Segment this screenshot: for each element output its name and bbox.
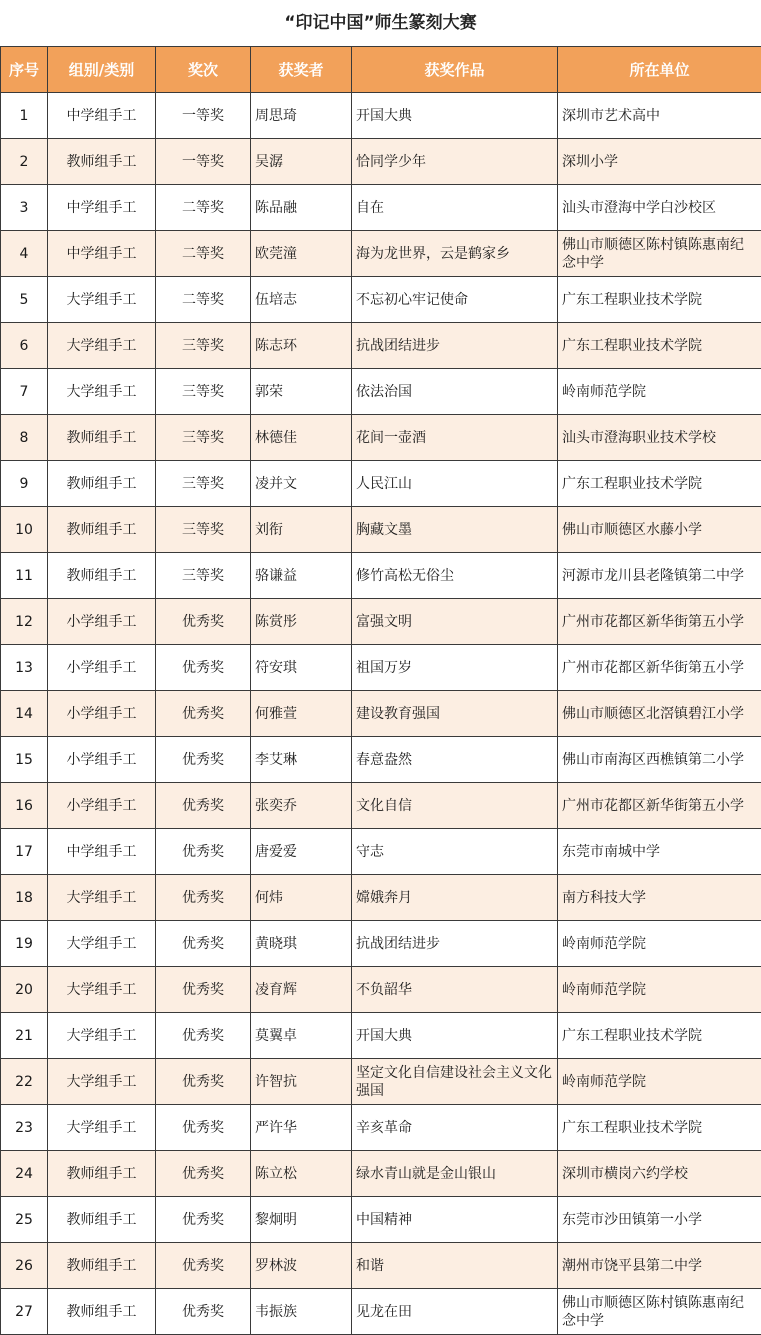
cell-winner: 何炜 xyxy=(251,875,352,921)
header-award-level: 奖次 xyxy=(156,47,251,93)
cell-serial-number: 2 xyxy=(1,139,48,185)
cell-affiliation: 东莞市南城中学 xyxy=(558,829,761,875)
cell-affiliation: 佛山市南海区西樵镇第二小学 xyxy=(558,737,761,783)
table-row xyxy=(1,461,761,507)
cell-group-category: 教师组手工 xyxy=(48,1243,156,1289)
cell-affiliation: 汕头市澄海职业技术学校 xyxy=(558,415,761,461)
cell-affiliation: 广东工程职业技术学院 xyxy=(558,1105,761,1151)
table-row xyxy=(1,783,761,829)
cell-winning-work: 修竹高松无俗尘 xyxy=(352,553,558,599)
table-row xyxy=(1,1105,761,1151)
cell-serial-number: 9 xyxy=(1,461,48,507)
cell-serial-number: 16 xyxy=(1,783,48,829)
cell-serial-number: 11 xyxy=(1,553,48,599)
table-row xyxy=(1,185,761,231)
cell-serial-number: 19 xyxy=(1,921,48,967)
cell-award-level: 三等奖 xyxy=(156,553,251,599)
table-row xyxy=(1,1151,761,1197)
table-row xyxy=(1,645,761,691)
cell-group-category: 小学组手工 xyxy=(48,691,156,737)
table-row xyxy=(1,415,761,461)
table-row xyxy=(1,507,761,553)
cell-winner: 陈赏彤 xyxy=(251,599,352,645)
cell-winning-work: 祖国万岁 xyxy=(352,645,558,691)
cell-winning-work: 绿水青山就是金山银山 xyxy=(352,1151,558,1197)
cell-group-category: 教师组手工 xyxy=(48,139,156,185)
table-row xyxy=(1,369,761,415)
cell-winning-work: 富强文明 xyxy=(352,599,558,645)
cell-affiliation: 深圳市横岗六约学校 xyxy=(558,1151,761,1197)
cell-serial-number: 26 xyxy=(1,1243,48,1289)
cell-group-category: 小学组手工 xyxy=(48,737,156,783)
cell-affiliation: 岭南师范学院 xyxy=(558,921,761,967)
cell-serial-number: 24 xyxy=(1,1151,48,1197)
cell-group-category: 大学组手工 xyxy=(48,967,156,1013)
table-row xyxy=(1,1243,761,1289)
cell-winner: 陈品融 xyxy=(251,185,352,231)
cell-winner: 莫翼卓 xyxy=(251,1013,352,1059)
cell-affiliation: 潮州市饶平县第二中学 xyxy=(558,1243,761,1289)
cell-winning-work: 和谐 xyxy=(352,1243,558,1289)
cell-affiliation: 佛山市顺德区水藤小学 xyxy=(558,507,761,553)
cell-winning-work: 抗战团结进步 xyxy=(352,323,558,369)
cell-group-category: 中学组手工 xyxy=(48,231,156,277)
cell-winning-work: 嫦娥奔月 xyxy=(352,875,558,921)
cell-group-category: 教师组手工 xyxy=(48,1197,156,1243)
cell-winner: 凌育辉 xyxy=(251,967,352,1013)
cell-serial-number: 3 xyxy=(1,185,48,231)
cell-winner: 唐爱爱 xyxy=(251,829,352,875)
cell-winning-work: 守志 xyxy=(352,829,558,875)
cell-award-level: 优秀奖 xyxy=(156,1013,251,1059)
cell-affiliation: 广州市花都区新华街第五小学 xyxy=(558,783,761,829)
cell-affiliation: 岭南师范学院 xyxy=(558,369,761,415)
cell-winning-work: 开国大典 xyxy=(352,1013,558,1059)
cell-winning-work: 辛亥革命 xyxy=(352,1105,558,1151)
cell-winning-work: 不负韶华 xyxy=(352,967,558,1013)
cell-serial-number: 14 xyxy=(1,691,48,737)
cell-serial-number: 5 xyxy=(1,277,48,323)
cell-group-category: 中学组手工 xyxy=(48,93,156,139)
cell-winner: 林德佳 xyxy=(251,415,352,461)
cell-serial-number: 27 xyxy=(1,1289,48,1335)
cell-winner: 黎炯明 xyxy=(251,1197,352,1243)
table-row xyxy=(1,1013,761,1059)
cell-award-level: 三等奖 xyxy=(156,507,251,553)
cell-award-level: 一等奖 xyxy=(156,93,251,139)
cell-serial-number: 25 xyxy=(1,1197,48,1243)
table-row xyxy=(1,967,761,1013)
cell-winner: 欧莞潼 xyxy=(251,231,352,277)
cell-group-category: 小学组手工 xyxy=(48,599,156,645)
cell-group-category: 大学组手工 xyxy=(48,369,156,415)
cell-serial-number: 17 xyxy=(1,829,48,875)
cell-award-level: 优秀奖 xyxy=(156,1197,251,1243)
cell-affiliation: 河源市龙川县老隆镇第二中学 xyxy=(558,553,761,599)
table-row xyxy=(1,599,761,645)
cell-award-level: 三等奖 xyxy=(156,461,251,507)
cell-winning-work: 依法治国 xyxy=(352,369,558,415)
cell-affiliation: 广东工程职业技术学院 xyxy=(558,277,761,323)
cell-winning-work: 恰同学少年 xyxy=(352,139,558,185)
awards-table xyxy=(0,46,761,1335)
cell-winning-work: 胸藏文墨 xyxy=(352,507,558,553)
cell-affiliation: 广东工程职业技术学院 xyxy=(558,323,761,369)
cell-affiliation: 深圳小学 xyxy=(558,139,761,185)
table-row xyxy=(1,553,761,599)
cell-group-category: 教师组手工 xyxy=(48,415,156,461)
table-row xyxy=(1,875,761,921)
cell-affiliation: 佛山市顺德区北滘镇碧江小学 xyxy=(558,691,761,737)
cell-group-category: 中学组手工 xyxy=(48,829,156,875)
cell-serial-number: 22 xyxy=(1,1059,48,1105)
cell-award-level: 优秀奖 xyxy=(156,921,251,967)
cell-winning-work: 人民江山 xyxy=(352,461,558,507)
cell-serial-number: 20 xyxy=(1,967,48,1013)
cell-group-category: 教师组手工 xyxy=(48,1289,156,1335)
cell-winner: 伍培志 xyxy=(251,277,352,323)
cell-winner: 骆谦益 xyxy=(251,553,352,599)
cell-award-level: 优秀奖 xyxy=(156,1105,251,1151)
cell-serial-number: 13 xyxy=(1,645,48,691)
cell-winner: 吴潺 xyxy=(251,139,352,185)
cell-serial-number: 15 xyxy=(1,737,48,783)
cell-group-category: 大学组手工 xyxy=(48,875,156,921)
cell-winner: 陈志环 xyxy=(251,323,352,369)
header-winner: 获奖者 xyxy=(251,47,352,93)
table-row xyxy=(1,921,761,967)
cell-group-category: 教师组手工 xyxy=(48,1151,156,1197)
cell-award-level: 二等奖 xyxy=(156,231,251,277)
cell-winning-work: 中国精神 xyxy=(352,1197,558,1243)
cell-serial-number: 12 xyxy=(1,599,48,645)
cell-affiliation: 深圳市艺术高中 xyxy=(558,93,761,139)
cell-winner: 何雅萱 xyxy=(251,691,352,737)
table-header-row xyxy=(1,47,761,93)
cell-winner: 罗林波 xyxy=(251,1243,352,1289)
header-winning-work: 获奖作品 xyxy=(352,47,558,93)
cell-group-category: 大学组手工 xyxy=(48,1013,156,1059)
cell-affiliation: 佛山市顺德区陈村镇陈惠南纪念中学 xyxy=(558,1289,761,1335)
cell-winner: 严许华 xyxy=(251,1105,352,1151)
cell-serial-number: 10 xyxy=(1,507,48,553)
cell-winning-work: 坚定文化自信建设社会主义文化强国 xyxy=(352,1059,558,1105)
cell-winner: 周思琦 xyxy=(251,93,352,139)
cell-award-level: 三等奖 xyxy=(156,369,251,415)
cell-winner: 韦振族 xyxy=(251,1289,352,1335)
cell-award-level: 优秀奖 xyxy=(156,967,251,1013)
cell-award-level: 优秀奖 xyxy=(156,1243,251,1289)
cell-serial-number: 21 xyxy=(1,1013,48,1059)
cell-award-level: 二等奖 xyxy=(156,185,251,231)
cell-winning-work: 自在 xyxy=(352,185,558,231)
cell-affiliation: 广州市花都区新华街第五小学 xyxy=(558,645,761,691)
cell-group-category: 大学组手工 xyxy=(48,323,156,369)
cell-winner: 刘衔 xyxy=(251,507,352,553)
table-row xyxy=(1,829,761,875)
cell-serial-number: 6 xyxy=(1,323,48,369)
cell-award-level: 优秀奖 xyxy=(156,645,251,691)
cell-group-category: 教师组手工 xyxy=(48,507,156,553)
cell-winning-work: 海为龙世界，云是鹤家乡 xyxy=(352,231,558,277)
table-row xyxy=(1,737,761,783)
cell-affiliation: 南方科技大学 xyxy=(558,875,761,921)
cell-affiliation: 岭南师范学院 xyxy=(558,967,761,1013)
cell-affiliation: 广东工程职业技术学院 xyxy=(558,461,761,507)
cell-affiliation: 广州市花都区新华街第五小学 xyxy=(558,599,761,645)
cell-winner: 郭荣 xyxy=(251,369,352,415)
cell-winning-work: 建设教育强国 xyxy=(352,691,558,737)
cell-serial-number: 23 xyxy=(1,1105,48,1151)
cell-award-level: 优秀奖 xyxy=(156,1151,251,1197)
cell-award-level: 优秀奖 xyxy=(156,875,251,921)
cell-serial-number: 7 xyxy=(1,369,48,415)
table-row xyxy=(1,1059,761,1105)
cell-award-level: 三等奖 xyxy=(156,323,251,369)
cell-winning-work: 见龙在田 xyxy=(352,1289,558,1335)
cell-award-level: 三等奖 xyxy=(156,415,251,461)
cell-group-category: 大学组手工 xyxy=(48,1105,156,1151)
cell-serial-number: 4 xyxy=(1,231,48,277)
table-row xyxy=(1,93,761,139)
cell-group-category: 大学组手工 xyxy=(48,277,156,323)
table-row xyxy=(1,139,761,185)
cell-serial-number: 8 xyxy=(1,415,48,461)
cell-winning-work: 春意盎然 xyxy=(352,737,558,783)
cell-award-level: 优秀奖 xyxy=(156,691,251,737)
cell-winner: 凌并文 xyxy=(251,461,352,507)
table-row xyxy=(1,277,761,323)
cell-winning-work: 抗战团结进步 xyxy=(352,921,558,967)
cell-winner: 许智抗 xyxy=(251,1059,352,1105)
cell-serial-number: 1 xyxy=(1,93,48,139)
cell-award-level: 一等奖 xyxy=(156,139,251,185)
cell-affiliation: 汕头市澄海中学白沙校区 xyxy=(558,185,761,231)
cell-winning-work: 花间一壶酒 xyxy=(352,415,558,461)
cell-group-category: 小学组手工 xyxy=(48,783,156,829)
cell-winner: 黄晓琪 xyxy=(251,921,352,967)
cell-affiliation: 广东工程职业技术学院 xyxy=(558,1013,761,1059)
cell-award-level: 优秀奖 xyxy=(156,1289,251,1335)
cell-winner: 李艾琳 xyxy=(251,737,352,783)
header-affiliation: 所在单位 xyxy=(558,47,761,93)
cell-winning-work: 开国大典 xyxy=(352,93,558,139)
cell-affiliation: 佛山市顺德区陈村镇陈惠南纪念中学 xyxy=(558,231,761,277)
cell-winning-work: 文化自信 xyxy=(352,783,558,829)
table-row xyxy=(1,1289,761,1335)
header-serial-number: 序号 xyxy=(1,47,48,93)
table-row xyxy=(1,323,761,369)
header-group-category: 组别/类别 xyxy=(48,47,156,93)
document-title: “印记中国”师生篆刻大赛 xyxy=(284,13,477,33)
cell-serial-number: 18 xyxy=(1,875,48,921)
cell-award-level: 优秀奖 xyxy=(156,737,251,783)
cell-award-level: 优秀奖 xyxy=(156,783,251,829)
table-body xyxy=(1,93,761,1335)
table-row xyxy=(1,1197,761,1243)
cell-group-category: 小学组手工 xyxy=(48,645,156,691)
cell-group-category: 中学组手工 xyxy=(48,185,156,231)
cell-affiliation: 岭南师范学院 xyxy=(558,1059,761,1105)
cell-award-level: 优秀奖 xyxy=(156,599,251,645)
cell-group-category: 大学组手工 xyxy=(48,1059,156,1105)
cell-group-category: 教师组手工 xyxy=(48,553,156,599)
cell-affiliation: 东莞市沙田镇第一小学 xyxy=(558,1197,761,1243)
table-row xyxy=(1,691,761,737)
cell-winning-work: 不忘初心牢记使命 xyxy=(352,277,558,323)
cell-winner: 陈立松 xyxy=(251,1151,352,1197)
cell-group-category: 教师组手工 xyxy=(48,461,156,507)
cell-award-level: 优秀奖 xyxy=(156,1059,251,1105)
cell-award-level: 二等奖 xyxy=(156,277,251,323)
cell-award-level: 优秀奖 xyxy=(156,829,251,875)
table-row xyxy=(1,231,761,277)
cell-winner: 张奕乔 xyxy=(251,783,352,829)
cell-winner: 符安琪 xyxy=(251,645,352,691)
cell-group-category: 大学组手工 xyxy=(48,921,156,967)
